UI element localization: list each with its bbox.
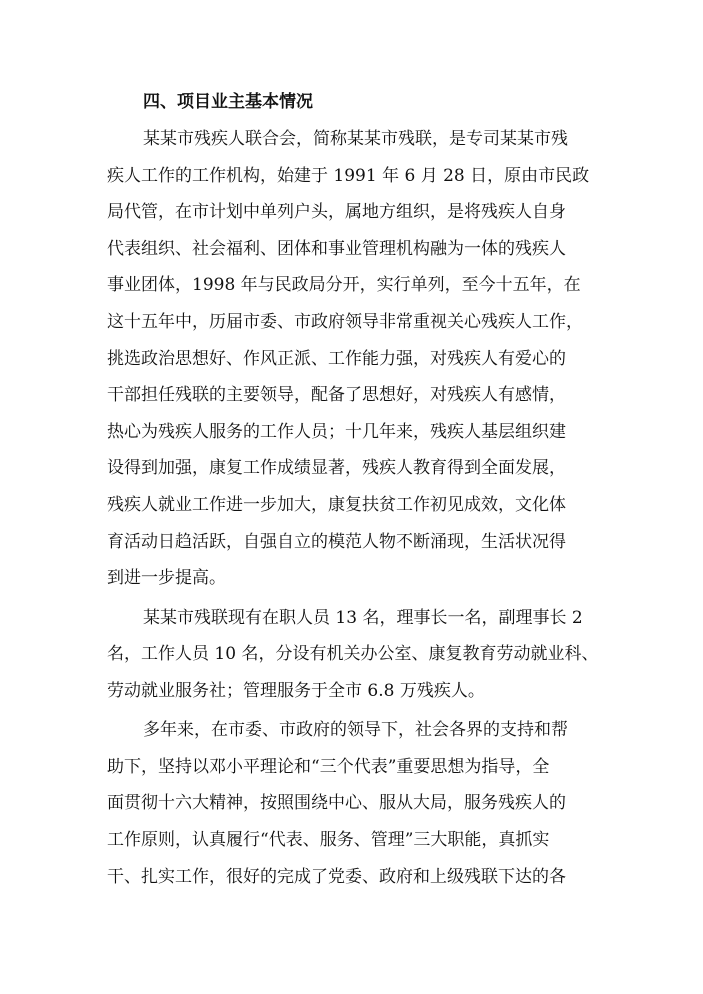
paragraph-1-line-5: 事业团体，1998 年与民政局分开，实行单列，至今十五年，在 — [107, 275, 581, 295]
paragraph-1-line-9: 热心为残疾人服务的工作人员；十几年来，残疾人基层组织建 — [107, 422, 566, 442]
paragraph-1-line-1: 某某市残疾人联合会，简称某某市残联，是专司某某市残 — [143, 129, 568, 149]
paragraph-1-line-10: 设得到加强，康复工作成绩显著，残疾人教育得到全面发展， — [107, 458, 566, 478]
paragraph-1-line-11: 残疾人就业工作进一步加大，康复扶贫工作初见成效，文化体 — [107, 495, 566, 515]
section-heading: 四、项目业主基本情况 — [143, 92, 313, 112]
paragraph-3-line-5: 干、扎实工作，很好的完成了党委、政府和上级残联下达的各 — [107, 867, 566, 887]
paragraph-1-line-13: 到进一步提高。 — [107, 568, 226, 588]
paragraph-3-line-1: 多年来，在市委、市政府的领导下，社会各界的支持和帮 — [143, 720, 568, 740]
paragraph-1-line-3: 局代管，在市计划中单列户头，属地方组织，是将残疾人自身 — [107, 202, 566, 222]
paragraph-2-line-1: 某某市残联现有在职人员 13 名，理事长一名，副理事长 2 — [143, 608, 583, 628]
paragraph-1-line-7: 挑选政治思想好、作风正派、工作能力强，对残疾人有爱心的 — [107, 349, 566, 369]
paragraph-3-line-3: 面贯彻十六大精神，按照围绕中心、服从大局，服务残疾人的 — [107, 793, 566, 813]
paragraph-2-line-2: 名，工作人员 10 名，分设有机关办公室、康复教育劳动就业科、 — [107, 644, 599, 664]
paragraph-1-line-12: 育活动日趋活跃，自强自立的模范人物不断涌现，生活状况得 — [107, 532, 566, 552]
paragraph-1-line-6: 这十五年中，历届市委、市政府领导非常重视关心残疾人工作， — [107, 312, 583, 332]
paragraph-2-line-3: 劳动就业服务社；管理服务于全市 6.8 万残疾人。 — [107, 681, 485, 701]
paragraph-1-line-4: 代表组织、社会福利、团体和事业管理机构融为一体的残疾人 — [107, 239, 566, 259]
paragraph-1-line-8: 干部担任残联的主要领导，配备了思想好，对残疾人有感情， — [107, 385, 566, 405]
paragraph-1-line-2: 疾人工作的工作机构，始建于 1991 年 6 月 28 日，原由市民政 — [107, 166, 590, 186]
paragraph-3-line-2: 助下，坚持以邓小平理论和“三个代表”重要思想为指导，全 — [107, 757, 550, 777]
paragraph-3-line-4: 工作原则，认真履行“代表、服务、管理”三大职能，真抓实 — [107, 830, 550, 850]
